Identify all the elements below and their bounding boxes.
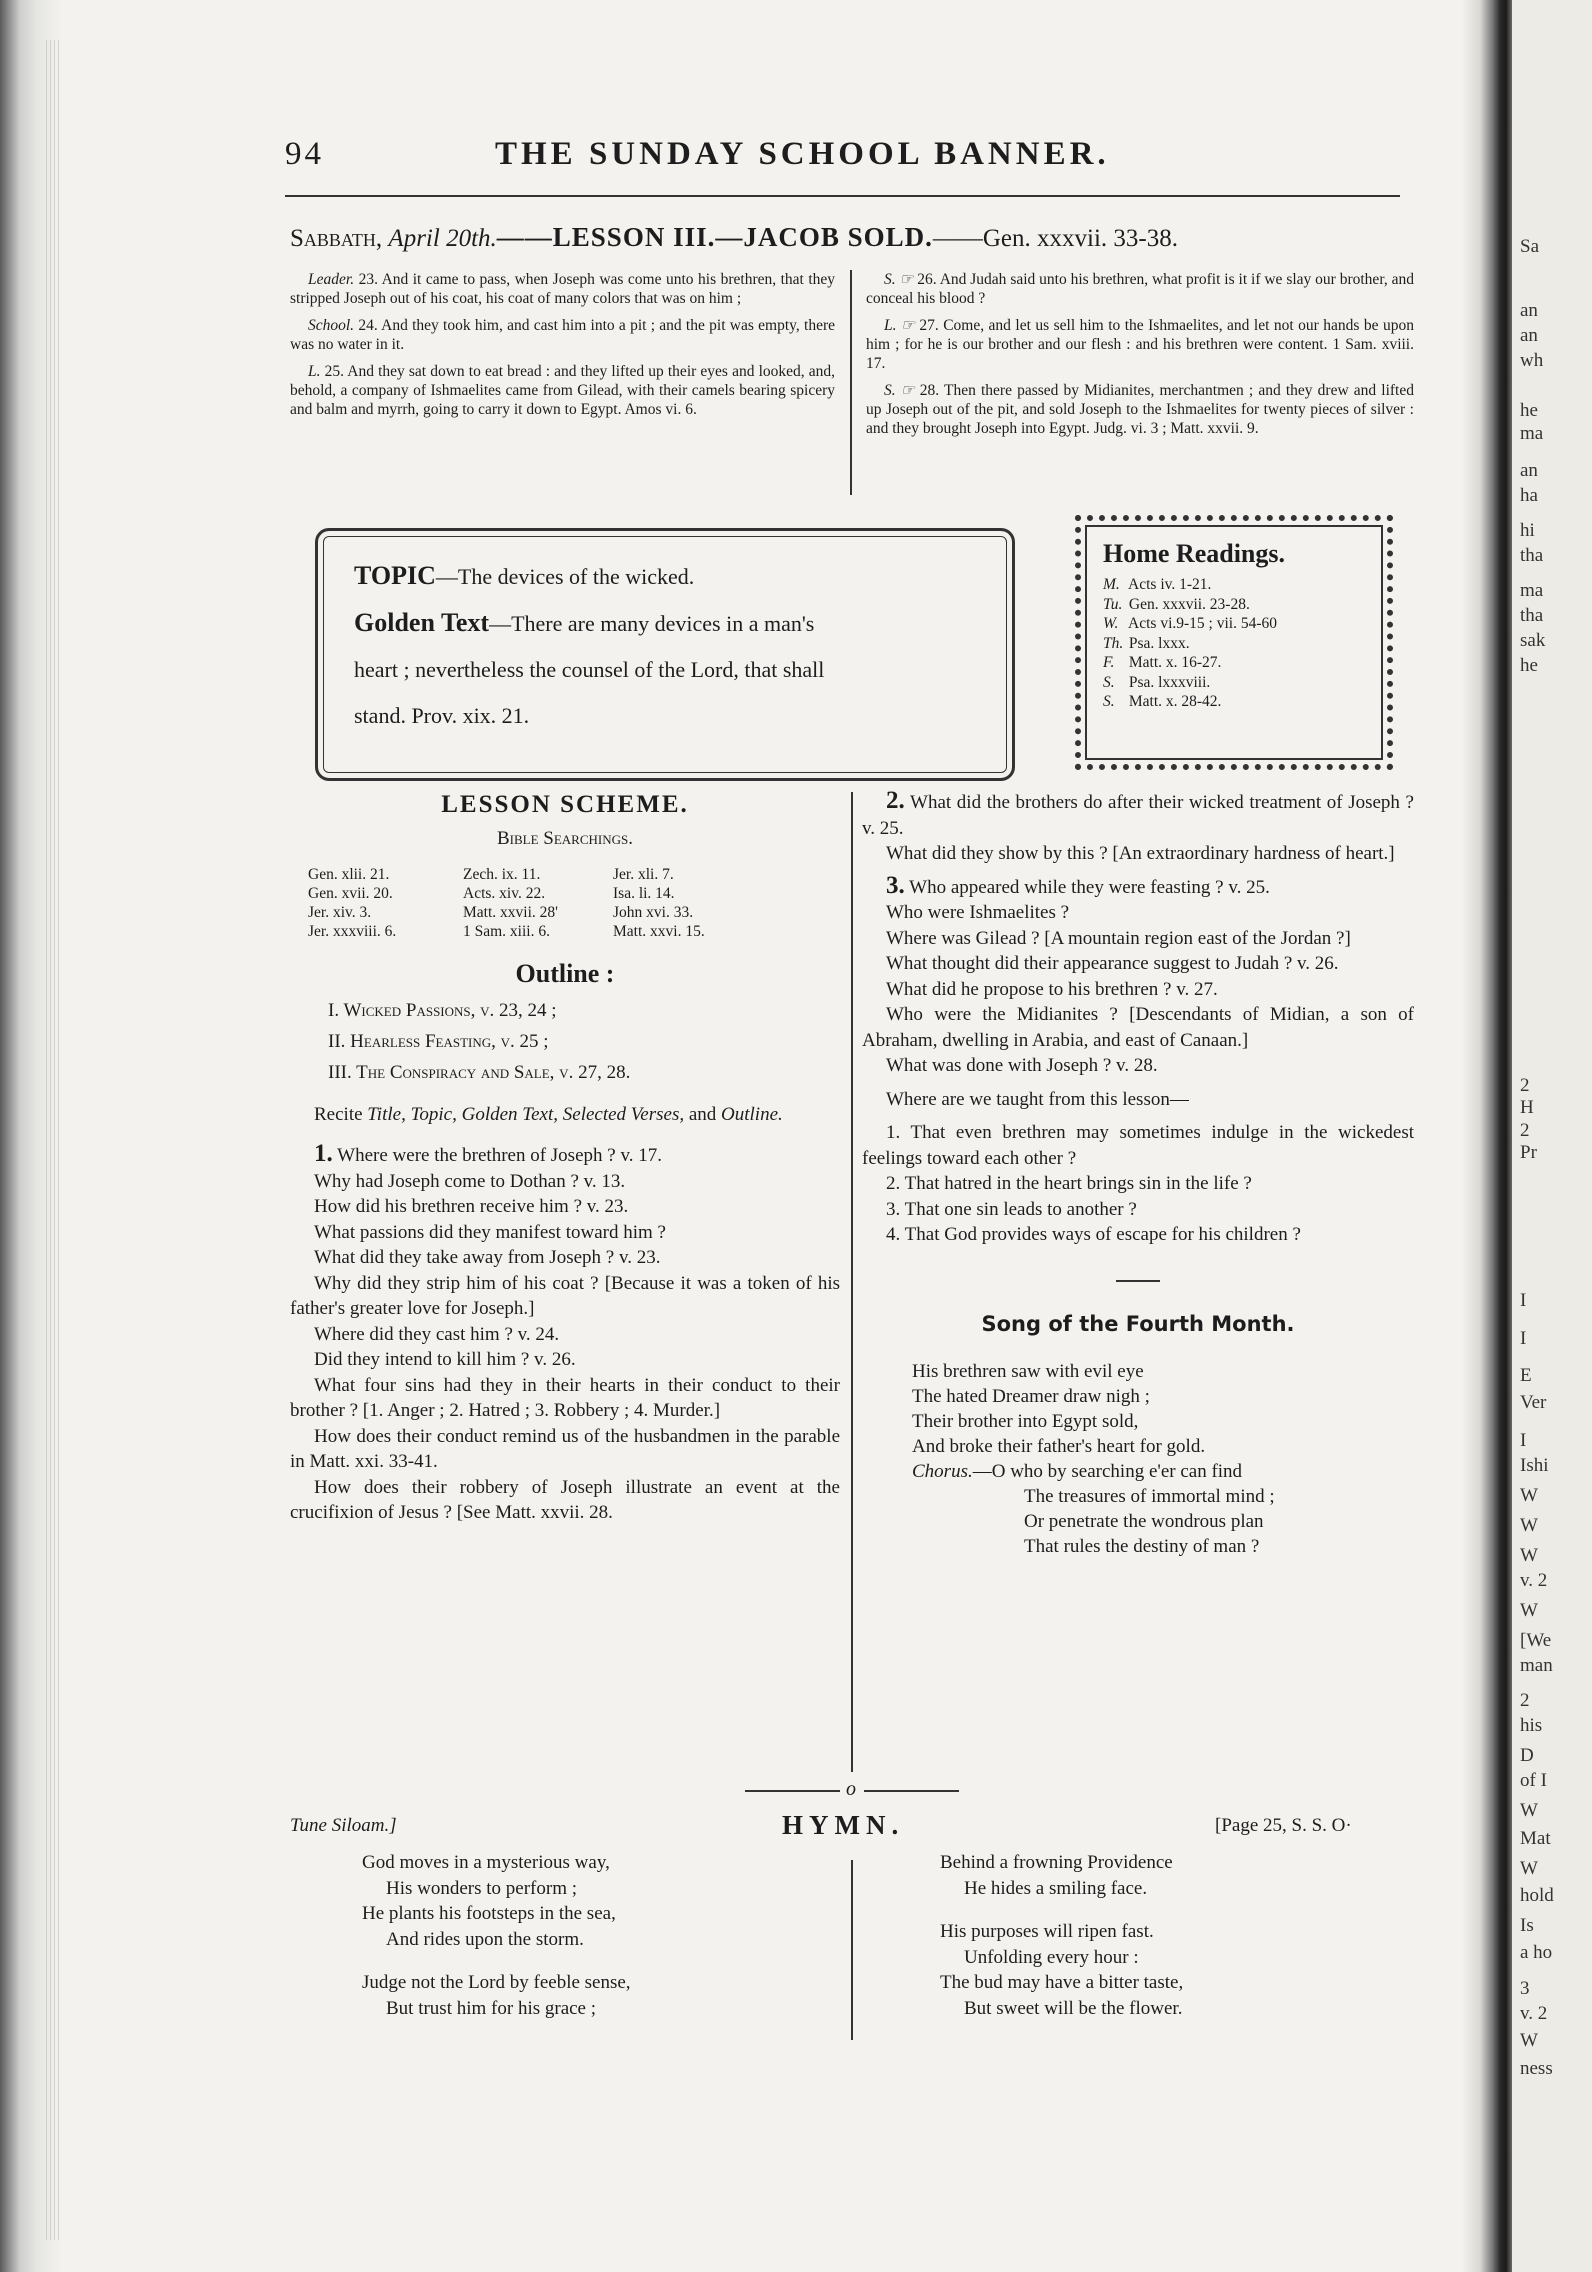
hymn-line: His wonders to perform ; [386,1877,578,1899]
topic-line [354,553,976,600]
next-page-text-fragment: hold [1520,1885,1554,1906]
next-page-text-fragment: Pr [1520,1142,1537,1163]
reading-row: F. Matt. x. 16-27. [1103,654,1222,671]
topic-box [315,528,1015,781]
scripture-right-column [866,270,1414,446]
questions-section-1: 1. Where were the brethren of Joseph ? v. 17. Why had Joseph come to Dothan ? v. 13. How did his brethren receive him ? v. 23. What passions did they manifest toward him ? What did they take away from Joseph ? v. 23. Why did they strip him of his coat ? [Because it was a token of his father's greater love for Joseph.] Where did they cast him ? v. 24. Did they intend to kill him ? v. 26. What four sins had they in their hearts in their conduct to their brother ? [1. Anger ; 2. Hatred ; 3. Robbery ; 4. Murder.] How does their conduct remind us of the husbandmen in the parable in Matt. xxi. 33-41. How does their robbery of Joseph illustrate an event at the crucifixion of Jesus ? [See Matt. xxvii. 28. [290,1141,840,1526]
outline-item: II. Hearless Feasting, v. 25 ; [328,1030,549,1052]
next-page-text-fragment: W [1520,1515,1538,1536]
next-page-text-fragment: Is [1520,1915,1534,1936]
next-page-text-fragment: Ishi [1520,1455,1549,1476]
next-page-text-fragment: an [1520,325,1538,346]
hymn-line: He hides a smiling face. [964,1877,1148,1899]
reading-row: Tu. Gen. xxxvii. 23-28. [1103,595,1250,613]
header-rule [285,195,1400,197]
hymn-line: But trust him for his grace ; [386,1997,597,2019]
next-page-text-fragment: tha [1520,545,1544,566]
next-page-text-fragment: W [1520,2030,1538,2051]
question: How does their conduct remind us of the husbandmen in the parable in Matt. xxi. 33-41. [290,1425,840,1472]
hymn-rule-right [864,1790,959,1792]
question: Who were Ishmaelites ? [886,902,1070,923]
song-verse [912,1359,1414,1559]
lesson-date: April 20th. [388,225,497,252]
scheme-subtitle: Bible Searchings. [496,827,634,849]
column-divider [850,270,852,495]
next-page-text-fragment: 3 [1520,1978,1530,1999]
short-rule [1116,1280,1160,1282]
hymn-line: And rides upon the storm. [386,1928,584,1950]
next-page-text-fragment: hi [1520,520,1535,541]
hymn-line: Judge not the Lord by feeble sense, [362,1972,631,1993]
reading-row: W. Acts vi.9-15 ; vii. 54-60 [1103,615,1277,632]
hymn-title: HYMN. [782,1810,905,1840]
next-page-text-fragment: I [1520,1290,1527,1311]
next-page-text-fragment: v. 2 [1520,1570,1548,1591]
question: How does their robbery of Joseph illustrate an event at the crucifixion of Jesus ? [See Matt. xxvii. 28. [290,1476,840,1523]
next-page-edge [1512,0,1592,2272]
teachings-intro: Where are we taught from this lesson— [886,1088,1189,1110]
page-number: 94 [285,136,324,172]
teaching-item: 1. That even brethren may sometimes indulge in the wickedest feelings toward each other ? [862,1122,1414,1169]
next-page-text-fragment: I [1520,1430,1527,1451]
question: How did his brethren receive him ? v. 23. [314,1196,629,1217]
reading-row: S. Matt. x. 28-42. [1103,693,1222,710]
question: Where was Gilead ? [A mountain region east of the Jordan ?] [886,927,1351,949]
hymn-rule-left [745,1790,840,1792]
next-page-text-fragment: D [1520,1745,1534,1766]
question: What was done with Joseph ? v. 28. [886,1055,1158,1076]
song-line: Or penetrate the wondrous plan [1024,1511,1264,1532]
next-page-text-fragment: 2 [1520,1120,1530,1141]
next-page-text-fragment: ness [1520,2058,1553,2079]
next-page-text-fragment: an [1520,300,1538,321]
hymn-line: The bud may have a bitter taste, [940,1972,1184,1993]
hymn-left-stanzas [362,1850,842,2021]
verse: L. 25. And they sat down to eat bread : and they lifted up their eyes and looked, and, behold, a company of Ishmaelites came from Gilead, with their camels bearing spicery and balm and myrrh, going to carry it down to Egypt. Amos vi. 6. [290,363,836,418]
scheme-title: LESSON SCHEME. [441,791,689,818]
song-line: His brethren saw with evil eye [912,1361,1144,1382]
hymn-page-ref: [Page 25, S. S. O· [1215,1815,1352,1836]
teaching-item: 2. That hatred in the heart brings sin in the life ? [886,1173,1252,1194]
questions-section-3: 3. Who appeared while they were feasting ? v. 25. Who were Ishmaelites ? Where was Gilead ? [A mountain region east of the Jordan ?] What thought did their appearance suggest to Judah ? v. 26. What did he propose to his brethren ? v. 27. Who were the Midianites ? [Descendants of Midian, a son of Abraham, dwelling in Arabia, and east of Canaan.] What was done with Joseph ? v. 28. [862,873,1414,1079]
question: Who were the Midianites ? [Descendants of Midian, a son of Abraham, dwelling in Arabia, and east of Canaan.] [862,1004,1414,1051]
section-mark: o [846,1778,856,1800]
song-line: And broke their father's heart for gold. [912,1436,1206,1457]
golden-text-label: Golden Text [354,608,490,637]
topic-text: —The devices of the wicked. [435,564,695,589]
next-page-text-fragment: Ver [1520,1392,1547,1413]
next-page-text-fragment: man [1520,1655,1553,1676]
scripture-left-column [290,270,835,427]
question: What did they take away from Joseph ? v. 23. [314,1247,661,1268]
golden-text-line: Golden Text—There are many devices in a man's [354,608,815,637]
next-page-text-fragment: he [1520,400,1538,421]
reading-row: M. Acts iv. 1-21. [1103,576,1212,593]
sabbath-label: Sabbath, [290,225,383,252]
next-page-text-fragment: 2 [1520,1690,1530,1711]
golden-text-line: heart ; nevertheless the counsel of the Lord, that shall [354,657,825,682]
question: What did they show by this ? [An extraordinary hardness of heart.] [886,843,1395,864]
next-page-text-fragment: [We [1520,1630,1552,1651]
outline-title: Outline : [515,959,615,988]
outline-item: I. Wicked Passions, v. 23, 24 ; [328,999,557,1021]
recite-instruction: Recite Title, Topic, Golden Text, Selected Verses, and Outline. [314,1103,783,1125]
song-chorus-line: Chorus.—O who by searching e'er can find [912,1461,1243,1482]
verse: S. ☞ 26. And Judah said unto his brethren, what profit is it if we slay our brother, and conceal his blood ? [866,271,1414,307]
next-page-text-fragment: wh [1520,350,1544,371]
home-readings-box [1075,515,1393,770]
publication-title: THE SUNDAY SCHOOL BANNER. [495,136,1110,172]
next-page-text-fragment: W [1520,1600,1538,1621]
hymn-line: Behind a frowning Providence [940,1852,1173,1873]
question: What thought did their appearance suggest to Judah ? v. 26. [886,953,1339,974]
next-page-text-fragment: W [1520,1545,1538,1566]
next-page-text-fragment: of I [1520,1770,1547,1791]
verse: School. 24. And they took him, and cast him into a pit ; and the pit was empty, there was no water in it. [290,317,836,353]
next-page-text-fragment: a ho [1520,1942,1553,1963]
song-line: The hated Dreamer draw nigh ; [912,1386,1150,1407]
next-page-text-fragment: H [1520,1097,1534,1118]
verse: S. ☞ 28. Then there passed by Midianites, merchantmen ; and they drew and lifted up Joseph out of the pit, and sold Joseph to the Ishmaelites for twenty pieces of silver : and they brought Joseph into Egypt. Judg. vi. 3 ; Matt. xxvii. 9. [866,382,1414,437]
question: Where did they cast him ? v. 24. [314,1323,560,1345]
book-gutter [1462,0,1512,2272]
song-line: Their brother into Egypt sold, [912,1411,1139,1432]
home-readings-title: Home Readings. [1103,539,1285,568]
hymn-line: God moves in a mysterious way, [362,1852,610,1873]
verse: Leader. 23. And it came to pass, when Joseph was come unto his brethren, that they stripped Joseph out of his coat, his coat of many colors that was on him ; [290,271,836,307]
golden-text-line: stand. Prov. xix. 21. [354,703,530,728]
reading-row: S. Psa. lxxxviii. [1103,673,1211,691]
questions-right-column [862,788,1414,1559]
song-line: The treasures of immortal mind ; [1024,1486,1275,1507]
hymn-line: He plants his footsteps in the sea, [362,1903,616,1924]
question: What four sins had they in their hearts in their conduct to their brother ? [1. Anger ; 2. Hatred ; 3. Robbery ; 4. Murder.] [290,1374,840,1421]
teaching-item: 4. That God provides ways of escape for his children ? [886,1224,1301,1245]
hymn-line: His purposes will ripen fast. [940,1921,1154,1942]
column-divider [851,792,853,1772]
next-page-text-fragment: 2 [1520,1075,1530,1096]
question: Why did they strip him of his coat ? [Because it was a token of his father's greater love for Joseph.] [290,1272,840,1319]
next-page-text-fragment: v. 2 [1520,2003,1548,2024]
lesson-header [290,222,1400,253]
hymn-tune: Tune Siloam.] [290,1815,397,1836]
topic-label: TOPIC [354,561,436,590]
outline-item: III. The Conspiracy and Sale, v. 27, 28. [328,1061,631,1083]
bible-references: Gen. xlii. 21. Zech. ix. 11. Jer. xli. 7. Gen. xvii. 20. Acts. xiv. 22. Isa. li. 14. Jer. xiv. 3. Matt. xxvii. 28' John xvi. 33. Jer. xxxviii. 6. 1 Sam. xiii. 6. Matt. xxvi. 15. [308,866,705,940]
hymn-line: But sweet will be the flower. [964,1997,1183,2019]
song-line: That rules the destiny of man ? [1024,1536,1260,1557]
outline-list [328,995,840,1088]
lesson-scheme-column [290,792,840,1526]
next-page-text-fragment: Sa [1520,236,1539,257]
verse: L. ☞ 27. Come, and let us sell him to the Ishmaelites, and let not our hands be upon him ; for he is our brother and our flesh : and his brethren were content. 1 Sam. xviii. 17. [866,317,1414,372]
column-divider [851,1860,853,2040]
next-page-text-fragment: E [1520,1365,1532,1386]
next-page-text-fragment: ma [1520,580,1544,601]
reading-row: Th. Psa. lxxx. [1103,634,1190,652]
lesson-teachings [862,1087,1414,1248]
question: Why had Joseph come to Dothan ? v. 13. [314,1170,626,1192]
next-page-text-fragment: W [1520,1800,1538,1821]
next-page-text-fragment: an [1520,460,1538,481]
song-title: Song of the Fourth Month. [981,1311,1295,1336]
next-page-text-fragment: Mat [1520,1828,1551,1849]
next-page-text-fragment: ha [1520,485,1538,506]
lesson-title: ——LESSON III.—JACOB SOLD. [496,222,933,252]
question: Did they intend to kill him ? v. 26. [314,1349,576,1370]
teaching-item: 3. That one sin leads to another ? [886,1198,1137,1220]
next-page-text-fragment: his [1520,1715,1543,1736]
questions-section-2: 2. What did the brothers do after their wicked treatment of Joseph ? v. 25. What did they show by this ? [An extraordinary hardness of heart.] [862,788,1414,867]
question: What did he propose to his brethren ? v. 27. [886,978,1218,1000]
question: What passions did they manifest toward him ? [314,1221,666,1243]
hymn-line: Unfolding every hour : [964,1946,1139,1968]
hymn-right-stanzas [940,1850,1410,2021]
next-page-text-fragment: W [1520,1485,1538,1506]
next-page-text-fragment: tha [1520,605,1544,626]
next-page-text-fragment: W [1520,1858,1538,1879]
next-page-text-fragment: I [1520,1328,1527,1349]
lesson-reference: ——Gen. xxxvii. 33-38. [932,225,1178,252]
next-page-text-fragment: sak [1520,630,1546,651]
next-page-text-fragment: he [1520,655,1538,676]
next-page-text-fragment: ma [1520,423,1544,444]
